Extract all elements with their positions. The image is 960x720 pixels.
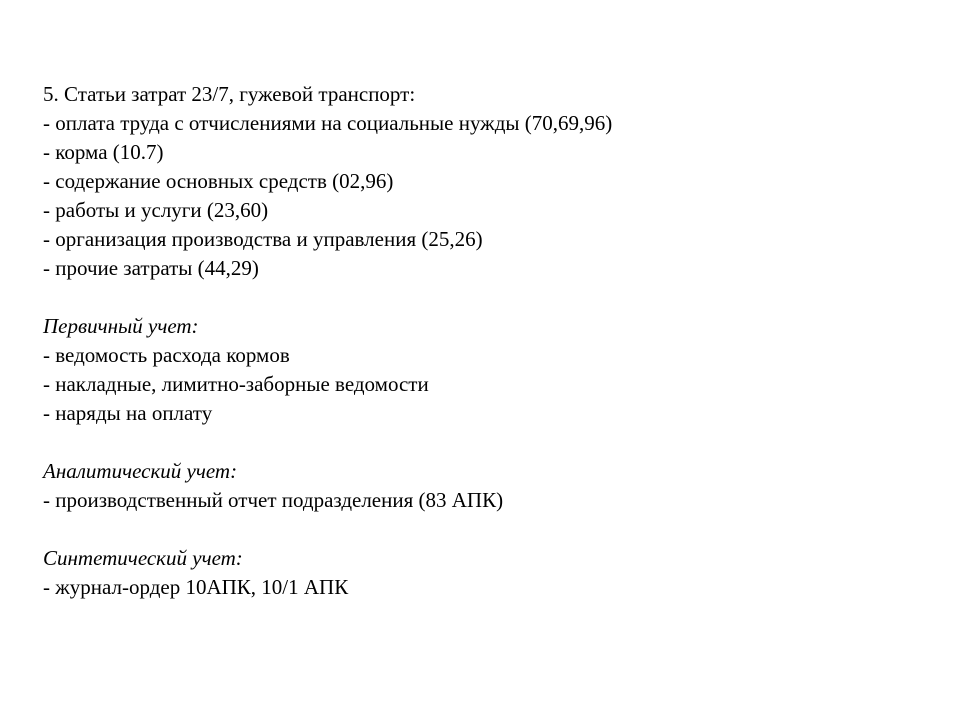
list-item: - журнал-ордер 10АПК, 10/1 АПК [43, 575, 349, 599]
list-item: - производственный отчет подразделения (83 АПК) [43, 488, 504, 512]
section-heading-synthetic-accounting: Синтетический учет: [43, 546, 243, 570]
section-heading-primary-accounting: Первичный учет: [43, 314, 199, 338]
blank-line [43, 515, 930, 544]
list-item: - наряды на оплату [43, 401, 213, 425]
section-heading-analytical-accounting: Аналитический учет: [43, 459, 238, 483]
list-item: - ведомость расхода кормов [43, 343, 290, 367]
text-block [43, 80, 930, 602]
slide-title: 5. Статьи затрат 23/7, гужевой транспорт: [43, 82, 416, 106]
cost-item: - корма (10.7) [43, 140, 164, 164]
blank-line [43, 428, 930, 457]
cost-item: - прочие затраты (44,29) [43, 256, 259, 280]
cost-item: - работы и услуги (23,60) [43, 198, 269, 222]
cost-item: - содержание основных средств (02,96) [43, 169, 394, 193]
list-item: - накладные, лимитно-заборные ведомости [43, 372, 429, 396]
cost-item: - организация производства и управления (25,26) [43, 227, 483, 251]
blank-line [43, 283, 930, 312]
cost-item: - оплата труда с отчислениями на социальные нужды (70,69,96) [43, 111, 613, 135]
